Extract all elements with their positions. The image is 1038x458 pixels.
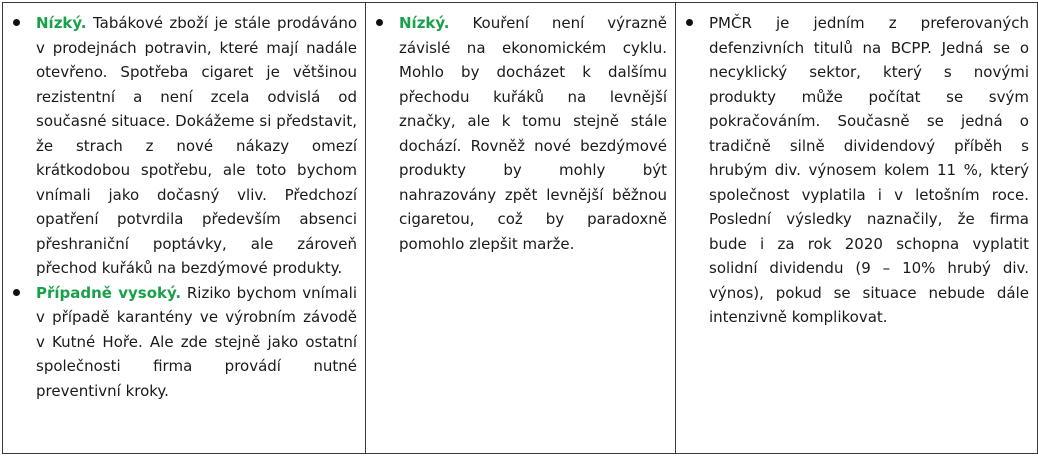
item-text: PMČR je jedním z preferovaných defenzivních titulů na BCPP. Jedná se o necyklický sektor, který s novými produkty může počítat se svým pokračováním. Současně se jedná o tradičně silně dividendový příběh s hrubým div. výnosem kolem 11 %, který společnost vyplatila i v letošním roce. Poslední výsledky naznačily, že firma bude i za rok 2020 schopna vyplatit solidní dividendu (9 – 10% hrubý div. výnos), pokud se situace nebude dále intenzivně komplikovat. [709, 14, 1029, 326]
risk-level: Nízký. [399, 14, 450, 32]
column-impact [3, 3, 366, 454]
column-economy [366, 3, 676, 454]
item-text: Riziko bychom vnímali v případě karantény ve výrobním závodě v Kutné Hoře. Ale zde stejně jako ostatní společnosti firma provádí nutné preventivní kroky. [36, 283, 357, 400]
list-item [11, 281, 357, 404]
item-text: Tabákové zboží je stále prodáváno v prodejnách potravin, které mají nadále otevřeno. Spotřeba cigaret je většinou rezistentní a není zcela odvislá od současné situace. Dokážeme si představit, že strach z nové nákazy omezí krátkodobou spotřebu, ale toto bychom vnímali jako dočasný vliv. Předchozí opatření potvrdila především absenci přeshraniční poptávky, ale zároveň přechod kuřáků na bezdýmové produkty. [36, 14, 357, 277]
list-item [684, 11, 1029, 330]
bullet-icon [686, 19, 693, 26]
list-item [11, 11, 357, 281]
assessment-table [2, 2, 1038, 454]
item-text: Kouření není výrazně závislé na ekonomickém cyklu. Mohlo by docházet k dalšímu přechodu kuřáků na levnější značky, ale k tomu stejně stále dochází. Rovněž nové bezdýmové produkty by mohly být nahrazovány zpět levnější běžnou cigaretou, což by paradoxně pomohlo zlepšit marže. [399, 14, 667, 253]
table-row [3, 3, 1038, 454]
risk-level: Případně vysoký. [36, 283, 182, 302]
list-item [374, 11, 667, 256]
bullet-icon [376, 19, 383, 26]
risk-level: Nízký. [36, 14, 87, 32]
column-summary [676, 3, 1038, 454]
bullet-icon [13, 19, 20, 26]
bullet-icon [13, 289, 20, 296]
